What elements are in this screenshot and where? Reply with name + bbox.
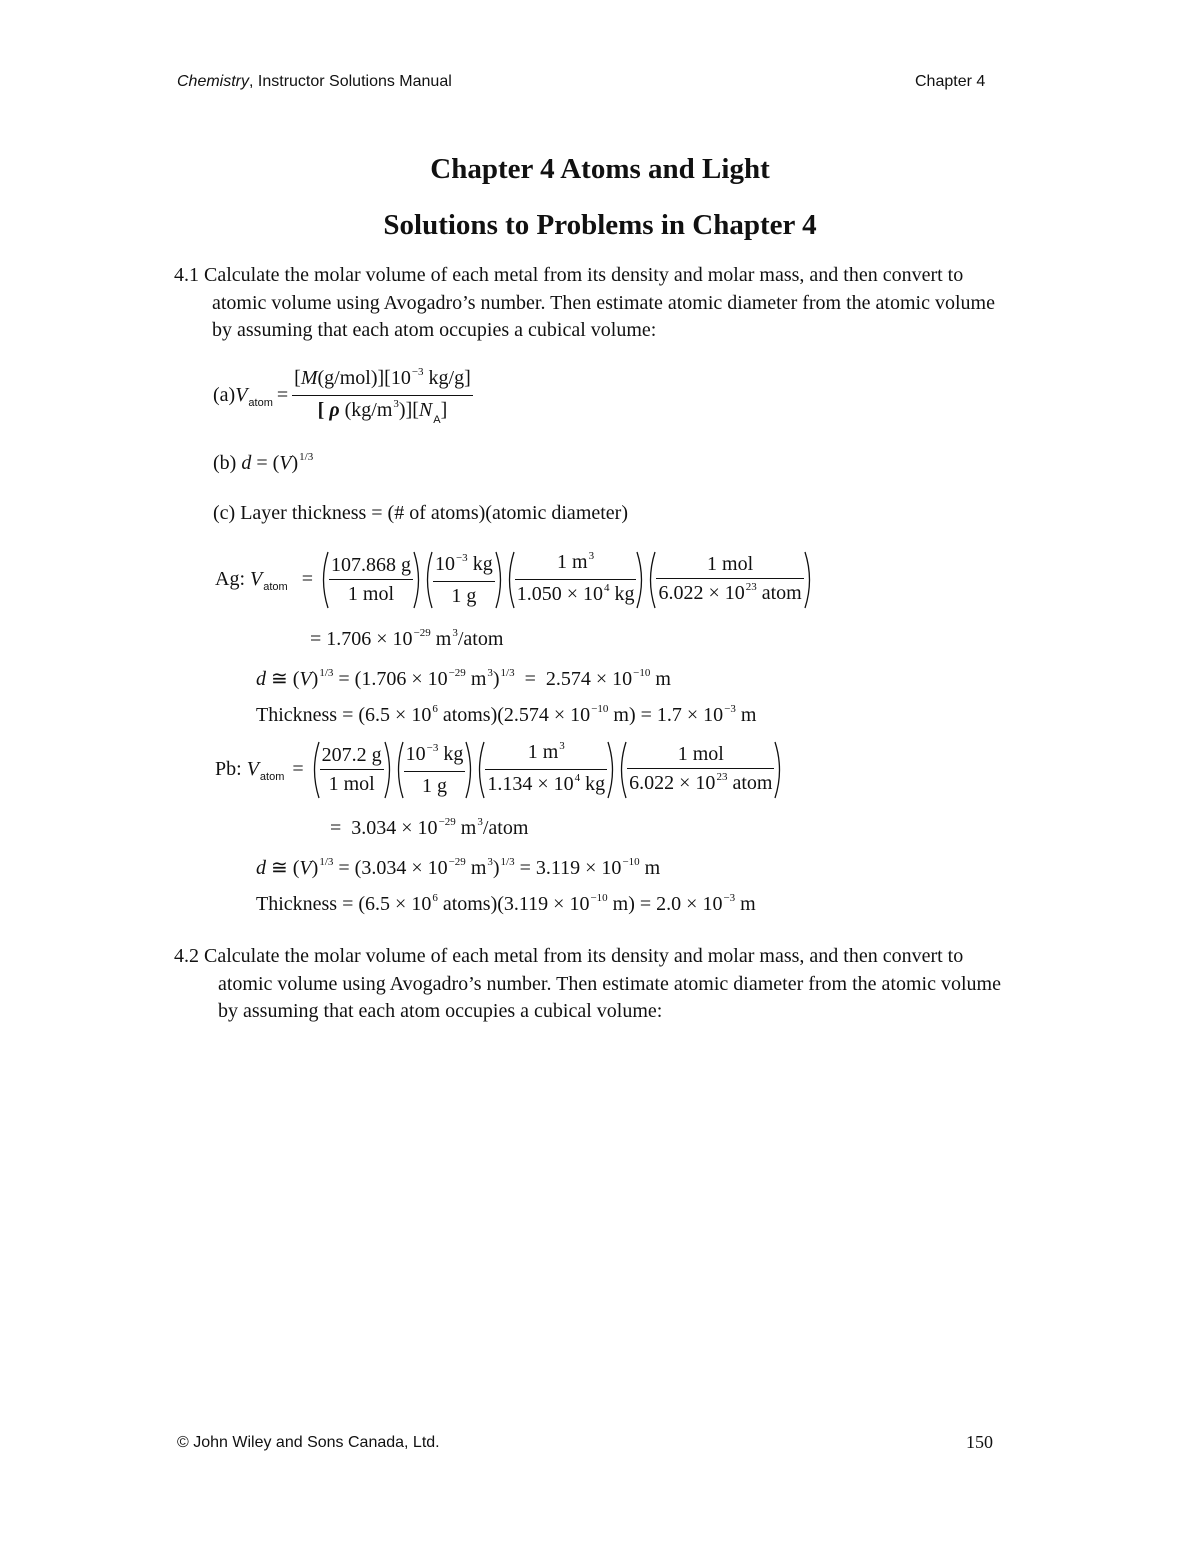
ag-f4-den-exp: 23 (745, 580, 757, 593)
ag-d-f: ) (492, 668, 500, 690)
eq-a-sub: atom (248, 396, 273, 409)
pb-t-d: m (735, 893, 756, 915)
ag-d-b: ) (311, 668, 319, 690)
paren-right (636, 551, 646, 609)
paren-left (475, 741, 485, 799)
ag-f1-den: 1 mol (347, 583, 395, 605)
pb-fraction-3 (485, 738, 607, 801)
paren-right (413, 551, 423, 609)
pb-d-g: = 3.119 × 10 (514, 857, 622, 879)
paren-left (319, 551, 329, 609)
paren-left (394, 741, 404, 799)
pb-r1-a: = 3.034 × 10 (330, 817, 438, 839)
ag-r1-a: = 1.706 × 10 (310, 628, 413, 650)
eq-b-d: d (241, 452, 252, 474)
pb-d-exp2: −29 (448, 856, 466, 868)
pb-f3-den-a: 1.134 × 10 (487, 773, 574, 795)
ag-t-b: atoms)(2.574 × 10 (437, 704, 591, 726)
pb-d-exp4: 1/3 (500, 856, 515, 868)
ag-d-exp2: −29 (448, 667, 466, 679)
ag-d-exp4: 1/3 (500, 667, 515, 679)
pb-f4-den-a: 6.022 × 10 (629, 771, 716, 794)
paren-right (495, 551, 505, 609)
ag-sub: atom (263, 580, 288, 593)
eq-b-close: ) (291, 452, 299, 474)
paren-right (607, 741, 617, 799)
ag-f3-num-a: 1 m (557, 551, 588, 573)
pb-r1-c: /atom (482, 817, 529, 839)
pb-equals: = (292, 758, 304, 780)
eq-a-num-2: (g/mol)][10 (317, 367, 411, 389)
eq-a-den-4: ] (440, 399, 448, 421)
pb-t-exp2: −10 (590, 892, 608, 904)
paren-left (646, 551, 656, 609)
chapter-title: Chapter 4 Atoms and Light (430, 153, 770, 185)
eq-a-den-rho: ρ (329, 399, 340, 421)
pb-v: V (246, 758, 259, 780)
ag-d-d: d (256, 668, 266, 690)
pb-fraction-4 (627, 740, 774, 800)
eq-a-num-exp: −3 (411, 366, 424, 378)
ag-volume-equation (215, 548, 814, 611)
ag-t-d: m (735, 704, 757, 726)
ag-f3-den-b: kg (609, 583, 635, 605)
ag-d-g: = 2.574 × 10 (514, 668, 633, 690)
pb-t-a: Thickness = (6.5 × 10 (256, 893, 432, 915)
ag-d-v: V (299, 668, 312, 690)
pb-d-c: = (3.034 × 10 (333, 857, 448, 879)
ag-t-exp1: 6 (432, 703, 438, 715)
eq-a-v: V (235, 384, 248, 406)
ag-thickness (256, 704, 756, 727)
ag-r1-exp2: 3 (452, 627, 458, 639)
pb-f3-den-b: kg (580, 773, 606, 795)
paren-right (465, 741, 475, 799)
ag-volume-result (310, 628, 503, 651)
pb-d-exp3: 3 (487, 856, 493, 868)
pb-sub: atom (259, 770, 285, 783)
paren-left (505, 551, 515, 609)
eq-a-num-m: M (300, 367, 318, 389)
ag-d-c: = (1.706 × 10 (333, 668, 448, 690)
running-header-left (177, 73, 452, 91)
pb-f2-num-b: kg (438, 742, 464, 765)
ag-d-h: m (650, 668, 671, 690)
pb-d-b: ) (311, 857, 319, 879)
ag-d-exp3: 3 (487, 667, 493, 679)
pb-t-exp1: 6 (432, 892, 438, 904)
problem-4-1-text: 4.1 Calculate the molar volume of each metal from its density and molar mass, and then convert to atomic volume using Avogadro’s number. Then estimate atomic diameter from the atomic volume by assuming that each atom occupies a cubical volume: (174, 264, 995, 341)
ag-r1-c: /atom (457, 628, 504, 650)
ag-r1-b: m (430, 628, 452, 650)
pb-f2-num-exp: −3 (426, 741, 439, 754)
ag-fraction-3 (515, 548, 637, 611)
pb-r1-exp1: −29 (438, 816, 456, 828)
ag-fraction-4 (656, 550, 803, 610)
ag-label: Ag: (215, 568, 245, 590)
pb-f1-num: 207.2 g (320, 741, 384, 770)
eq-b-v: V (279, 452, 292, 474)
pb-d-h: m (639, 857, 661, 879)
ag-d-exp1: 1/3 (319, 667, 334, 679)
pb-f4-den-exp: 23 (716, 770, 728, 783)
ag-fraction-1 (329, 551, 413, 608)
pb-d-e: m (465, 857, 487, 879)
footer-copyright: © John Wiley and Sons Canada, Ltd. (177, 1434, 440, 1451)
pb-label: Pb: (215, 758, 242, 780)
eq-a-den-3: )][ (398, 399, 419, 421)
page-number: 150 (966, 1432, 993, 1452)
ag-f3-den-a: 1.050 × 10 (516, 583, 603, 605)
ag-f4-den-b: atom (756, 581, 802, 604)
eq-a-num-1: [ (294, 367, 301, 389)
pb-fraction-1 (320, 741, 384, 798)
pb-thickness (256, 893, 756, 916)
ag-f4-num: 1 mol (656, 550, 803, 579)
pb-t-b: atoms)(3.119 × 10 (437, 893, 590, 915)
eq-a-label: (a) (213, 384, 236, 406)
pb-d-exp1: 1/3 (319, 856, 334, 868)
paren-left (310, 741, 320, 799)
eq-b-label: (b) (213, 452, 237, 474)
eq-a-den-exp: 3 (393, 398, 399, 410)
ag-t-c: m) = 1.7 × 10 (608, 704, 724, 726)
pb-t-exp3: −3 (723, 892, 736, 904)
pb-f2-num-a: 10 (405, 742, 426, 765)
ag-v: V (250, 568, 263, 590)
ag-t-a: Thickness = (6.5 × 10 (256, 704, 432, 726)
pb-d-v: V (299, 857, 312, 879)
section-title: Solutions to Problems in Chapter 4 (383, 209, 817, 241)
problem-4-2-text: 4.2 Calculate the molar volume of each metal from its density and molar mass, and then convert to atomic volume using Avogadro’s number. Then estimate atomic diameter from the atomic volume by assuming that each atom occupies a cubical volume: (174, 945, 1001, 1022)
pb-d-exp5: −10 (622, 856, 640, 868)
eq-b-exp: 1/3 (299, 451, 314, 463)
paren-right (384, 741, 394, 799)
ag-f2-num-a: 10 (434, 552, 455, 575)
equation-c: (c) Layer thickness = (# of atoms)(atomic diameter) (213, 502, 628, 524)
header-left-rest: , Instructor Solutions Manual (249, 73, 452, 90)
pb-f1-den: 1 mol (328, 773, 375, 795)
pb-r1-b: m (455, 817, 477, 839)
pb-f4-num: 1 mol (627, 740, 774, 769)
ag-d-exp5: −10 (633, 667, 651, 679)
ag-f2-num-exp: −3 (455, 551, 468, 564)
equation-b (213, 452, 313, 475)
ag-d-e: m (465, 668, 487, 690)
ag-fraction-2 (433, 550, 495, 610)
ag-r1-exp1: −29 (413, 627, 431, 639)
pb-t-c: m) = 2.0 × 10 (607, 893, 723, 915)
pb-f3-num-a: 1 m (527, 741, 559, 763)
pb-f3-den-exp: 4 (574, 772, 581, 784)
pb-d-a: ≅ ( (266, 857, 300, 879)
paren-left (617, 741, 627, 799)
eq-a-den-2: (kg/m (339, 399, 393, 421)
eq-a-den-sub: A (433, 414, 441, 426)
pb-volume-result (330, 817, 528, 840)
ag-f2-den: 1 g (451, 584, 477, 607)
running-header-right: Chapter 4 (915, 73, 986, 90)
eq-a-den-n: N (418, 399, 433, 421)
ag-f4-den-a: 6.022 × 10 (658, 581, 745, 604)
eq-a-equals: = (276, 384, 289, 406)
paren-left (423, 551, 433, 609)
ag-f3-den-exp: 4 (603, 582, 610, 594)
equation-a (213, 364, 473, 427)
pb-d-d: d (256, 857, 266, 879)
eq-a-den-1: [ (317, 399, 330, 421)
ag-f2-num-b: kg (467, 552, 493, 575)
eq-b-eq: = ( (251, 452, 280, 474)
pb-f3-num-exp: 3 (559, 740, 565, 752)
pb-f4-den-b: atom (727, 771, 773, 794)
ag-f1-num: 107.868 g (329, 551, 413, 580)
eq-a-fraction (292, 364, 473, 427)
ag-t-exp2: −10 (591, 703, 609, 715)
ag-t-exp3: −3 (724, 703, 736, 715)
ag-equals: = (301, 568, 313, 590)
pb-r1-exp2: 3 (477, 816, 483, 828)
eq-a-num-3: kg/g] (423, 367, 471, 389)
paren-right (804, 551, 814, 609)
ag-diameter (256, 666, 671, 691)
ag-d-a: ≅ ( (266, 668, 300, 690)
book-title: Chemistry (177, 73, 250, 90)
paren-right (774, 741, 784, 799)
pb-d-f: ) (492, 857, 500, 879)
ag-f3-num-exp: 3 (588, 550, 595, 562)
pb-f2-den: 1 g (422, 774, 448, 797)
pb-fraction-2 (404, 740, 466, 800)
pb-volume-equation (215, 738, 784, 801)
pb-diameter (256, 855, 660, 880)
